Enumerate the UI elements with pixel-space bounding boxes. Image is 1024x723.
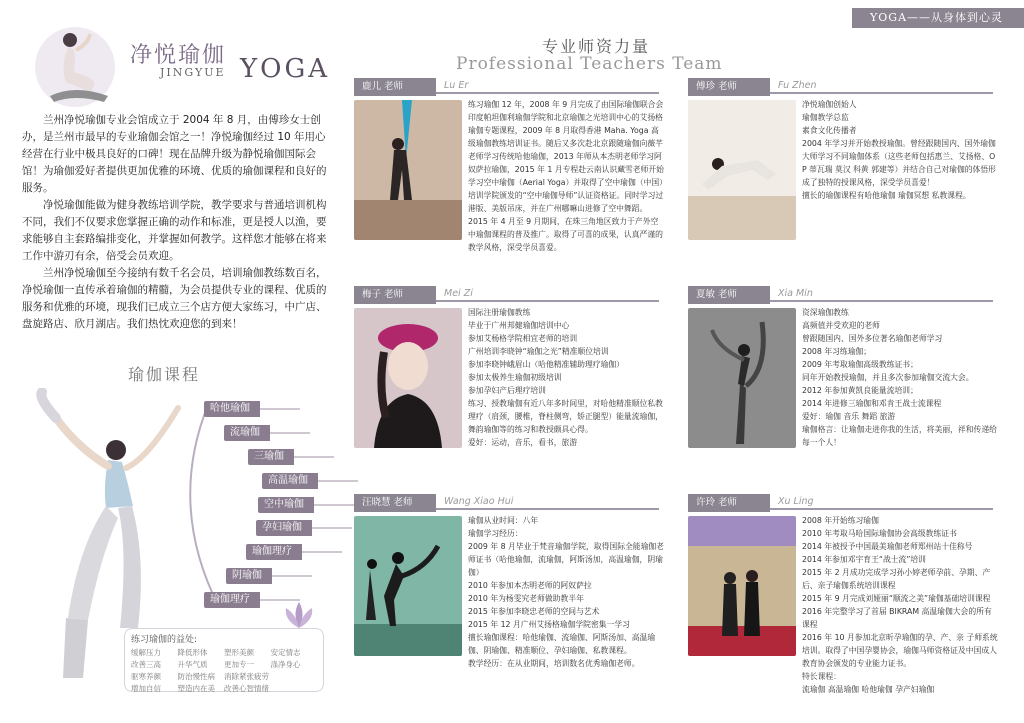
teacher-card-header [688,494,993,510]
teacher-bio [468,98,664,254]
teacher-bio-line: 参加太极养生瑜伽初级培训 [468,373,562,382]
teacher-bio-line: 教学经历：在从业期间，培训数名优秀瑜伽老师。 [468,659,640,668]
benefit-item: 改善心智情绪 [224,684,269,693]
teacher-bio-line: 2016 年完整学习了首届 BIKRAM 高温瑜伽大会的所有课程 [802,607,992,629]
team-subtitle: Professional Teachers Team [456,54,723,74]
benefit-item: 降低形体 [177,648,208,657]
benefit-item: 消除紧张疲劳 [224,672,269,681]
teacher-bio-line: 国际注册瑜伽教练 [468,308,531,317]
teacher-bio-line: 练习、授教瑜伽有近八年多时间里，对哈他精准顺位私教理疗（肩颈，腰椎，脊柱侧弯，矫正腿型）能量流瑜伽，舞韵瑜伽等的练习和教授颇具心得。 [468,399,663,434]
teacher-bio-line: 2010 年考取马哈国际瑜伽协会高级教练证书 [802,529,957,538]
intro-paragraph: 净悦瑜伽能做为健身教练培训学院，教学要求与普通培训机构不同，我们不仅要求您掌握正确的动作和标准，更是授人以渔，要求能够自主套路编排变化，并掌握如何教学。这样您才能够在将来工作中游刃有余，倍受会员欢迎。 [22,199,327,262]
benefit-item: 防治慢性病 [177,672,215,681]
benefit-item [271,683,318,694]
teacher-bio-line: 瑜伽学习经历： [468,529,523,538]
teacher-bio [802,306,998,449]
teacher-bio-line: 2014 年被授予中国最美瑜伽老师郑州站十佳称号 [802,542,973,551]
logo-chinese: 净悦瑜伽 [130,43,227,68]
teacher-card [354,286,666,476]
teacher-bio-line: 2015 年 2 月成功完成学习孙小婷老师孕前、孕期、产后、亲子瑜伽系统培训课程 [802,568,991,590]
teacher-name: 鹿儿 老师 [354,78,436,96]
teacher-bio [802,98,998,202]
teacher-bio-line: 广州培训李晓钟“瑜伽之光”精准顺位培训 [468,347,609,356]
teacher-photo [354,100,462,240]
course-tag: 哈他瑜伽 [204,401,260,417]
teacher-card-header [354,286,659,302]
course-tag: 阴瑜伽 [226,568,272,584]
benefit-item: 更加专一 [224,660,254,669]
teacher-bio-line: 2010 年为杨雯究老师做助教半年 [468,594,584,603]
benefit-item: 升华气质 [177,660,208,669]
teacher-photo [688,100,796,240]
teacher-bio-line: 参加艾杨格学院相宜老师的培训 [468,334,578,343]
teacher-name-en: Lu Er [444,80,469,91]
courses-title: 瑜伽课程 [128,365,201,384]
teacher-name-en: Xia Min [778,288,813,299]
header-banner: YOGA——从身体到心灵 [852,8,1024,28]
teacher-name-en: Mei Zi [444,288,473,299]
teacher-bio-line: 净悦瑜伽创始人 [802,100,857,109]
teacher-card-header [688,286,993,302]
logo-yoga: YOGA [240,54,331,84]
teacher-name: 夏敏 老师 [688,286,770,304]
teacher-bio [468,514,664,670]
teacher-bio-line: 爱好：运动，音乐，看书，旅游 [468,438,578,447]
course-tag: 三瑜伽 [248,449,294,465]
benefit-item: 增加自信 [131,684,161,693]
teacher-bio-line: 爱好：瑜伽 音乐 舞蹈 旅游 [802,412,896,421]
benefit-item: 涤净身心 [270,660,301,669]
teacher-bio-line: 毕业于广州邦健瑜伽培训中心 [468,321,570,330]
teacher-bio-line: 高频值并受欢迎的老师 [802,321,880,330]
teacher-bio-line: 擅长瑜伽课程：哈他瑜伽、流瑜伽、阿斯汤加、高温瑜伽、阴瑜伽、精准顺位、孕妇瑜伽、私教课程。 [468,633,656,655]
teacher-photo [688,308,796,448]
teacher-bio-line: 特长课程： [802,672,841,681]
teacher-card [688,78,1018,268]
benefit-item: 改善三高 [131,660,161,669]
benefit-item: 塑造内在美 [177,684,215,693]
team-title: 专业师资力量 [542,37,651,56]
teacher-card-header [354,78,659,94]
teacher-name-en: Fu Zhen [778,80,817,91]
teacher-bio-line: 2010 年参加本杰明老师的阿奴萨拉 [468,581,592,590]
teacher-card-header [688,78,993,94]
course-tag: 空中瑜伽 [258,497,314,513]
intro-paragraph: 兰州净悦瑜伽至今接纳有数千名会员，培训瑜伽教练数百名，净悦瑜伽一直传承着瑜伽的精髓，为会员提供专业的课程、优质的服务和优雅的环境，现我们已成立三个店方便大家练习，中广店、盘旋路店、欣月湖店。我们热忱欢迎您的到来！ [22,267,327,330]
teacher-bio-line: 同年开始教授瑜伽，并且多次参加瑜伽交流大会。 [802,373,974,382]
teacher-name: 傅珍 老师 [688,78,770,96]
teacher-bio-line: 瑜伽教学总监 [802,113,849,122]
teacher-photo [354,516,462,656]
teacher-photo [354,308,462,448]
teacher-bio-line: 瑜伽格言：让瑜伽走进你我的生活，将美丽，祥和传递给每一个人！ [802,425,997,447]
benefit-item [271,671,318,682]
logo-english: JINGYUE [160,66,226,79]
teacher-bio-line: 2009 年 8 月毕业于梵音瑜伽学院，取得国际全能瑜伽老师证书（哈他瑜伽，流瑜伽，阿斯汤加，高温瑜伽，阴瑜伽） [468,542,664,577]
teacher-name-en: Xu Ling [778,496,814,507]
yoga-pose-illustration [30,22,120,108]
lotus-flower-icon [282,600,316,630]
teacher-bio-line: 2008 年习练瑜伽； [802,347,872,356]
teacher-bio-line: 参加孕妇产后理疗培训 [468,386,546,395]
teacher-bio-line: 练习瑜伽 12 年，2008 年 9 月完成了由国际瑜伽联合会印度帕坦伽利瑜伽学院和北京瑜伽之光培训中心的艾扬格瑜伽专题课程，2009 年 8 月取得香港 Maha. Yoga 高级瑜伽教练培训证书。随后又多次赴北京跟随瑜伽向薇芊老师学习传统哈他瑜伽，2013 年师从本杰明老师学习阿奴萨拉瑜伽，2015 年 1 月专程赴云南认识藏雪老师开始学习空中瑜伽（Aerial Yoga）并取得了空中瑜伽（中国）培训学院颁发的“空中瑜伽导师”认证资格证。同时学习过港版、美版吊床，并在广州哪嘛山进修了空中舞蹈。2015 年 4 月至 9 月期间，在珠三角地区致力于产外空中瑜伽课程的普及推广。取得了可喜的成果，认真严谨的教学风格，深受学员喜爱。 [468,100,664,252]
course-tag: 高温瑜伽 [262,473,318,489]
teacher-bio-line: 擅长的瑜伽课程有哈他瑜伽 瑜伽冥想 私教课程。 [802,191,971,200]
course-tag: 孕妇瑜伽 [256,520,312,536]
teacher-bio-line: 2015 年 12 月广州艾扬格瑜伽学院密集一学习 [468,620,630,629]
benefit-item: 塑形美颜 [224,648,254,657]
teacher-bio [468,306,664,449]
intro-text [22,112,332,333]
teacher-bio-line: 参加李晓钟峨眉山（哈他精准辅助理疗瑜伽） [468,360,624,369]
teacher-name: 许玲 老师 [688,494,770,512]
course-tag: 流瑜伽 [224,425,270,441]
teacher-bio [802,514,998,696]
teacher-card [354,494,666,694]
teacher-bio-line: 2016 年 10 月参加北京昕孕瑜伽的孕、产、亲 子师系统培训。取得了中国孕婴协会，瑜伽马师资格证及中国成人教育协会颁发的专业能力证书。 [802,633,998,668]
teacher-bio-line: 2012 年参加黄凯良能量流培训； [802,386,918,395]
teacher-bio-line: 2014 年进修三瑜伽和邓肯王战士流课程 [802,399,942,408]
teacher-bio-line: 2004 年学习并开始教授瑜伽。曾经跟随国内、国外瑜伽大师学习不同瑜伽体系（这些老师包括惠兰、艾扬格、O P 蒂瓦瑞 莫汉 科黄 郭建等）并结合自己对瑜伽的体悟形成了独特的授课风格，深受学员喜爱！ [802,139,996,187]
teacher-bio-line: 2008 年开始练习瑜伽 [802,516,879,525]
benefits-grid [131,647,317,694]
teacher-bio-line: 2015 年参加李晓忠老师的空间与艺术 [468,607,600,616]
teacher-bio-line: 瑜伽从业时间：八年 [468,516,539,525]
benefits-box [124,628,324,692]
teacher-card [688,286,1018,476]
benefit-item: 驱寒养颜 [131,672,161,681]
teacher-name: 汪晓慧 老师 [354,494,436,512]
course-tag: 瑜伽理疗 [204,592,260,608]
intro-paragraph: 兰州净悦瑜伽专业会馆成立于 2004 年 8 月，由傅珍女士创办，是兰州市最早的专业瑜伽会馆之一！净悦瑜伽经过 10 年用心经营在行业中极具良好的口碑！现在品牌升级为静悦瑜伽国际会馆！为瑜伽爱好者提供更加优雅的环境、优质的瑜伽课程和良好的服务。 [22,114,327,194]
teacher-bio-line: 资深瑜伽教练 [802,308,849,317]
teacher-bio-line: 2009 年考取瑜伽高级教练证书； [802,360,918,369]
teacher-card [688,494,1018,704]
teacher-name-en: Wang Xiao Hui [444,496,514,507]
teacher-bio-line: 流瑜伽 高温瑜伽 哈他瑜伽 孕产妇瑜伽 [802,685,935,694]
teacher-bio-line: 素食文化传播者 [802,126,857,135]
course-tag: 瑜伽理疗 [246,544,302,560]
teacher-name: 梅子 老师 [354,286,436,304]
teacher-bio-line: 2014 年参加邓宇育王“战士流”培训 [802,555,926,564]
teacher-card-header [354,494,659,510]
teacher-card [354,78,666,268]
benefit-item: 安定情志 [270,648,301,657]
benefit-item: 缓解压力 [131,648,161,657]
teacher-photo [688,516,796,656]
benefits-title: 练习瑜伽的益处: [131,635,198,645]
teacher-bio-line: 曾跟随国内、国外多位著名瑜伽老师学习 [802,334,943,343]
teacher-bio-line: 2015 年 9 月完成刘娅丽“顺流之美”瑜伽基础培训课程 [802,594,991,603]
